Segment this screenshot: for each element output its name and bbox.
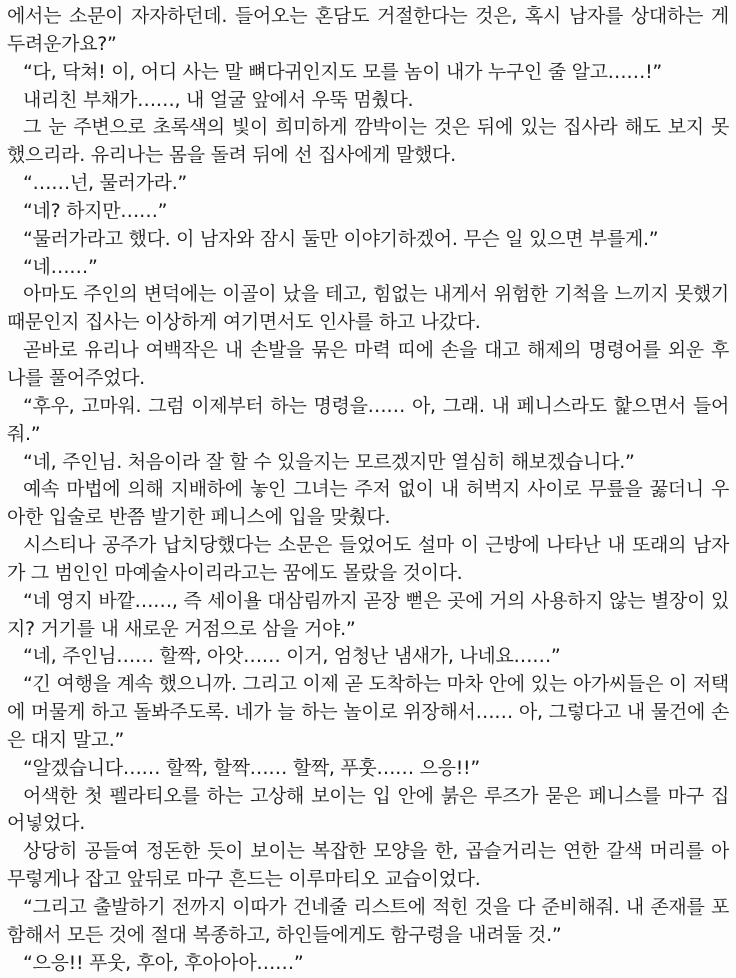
paragraph: 예속 마법에 의해 지배하에 놓인 그녀는 주저 없이 내 허벅지 사이로 무릎을 꿇더니 우아한 입술로 반쯤 발기한 페니스에 입을 맞췄다. xyxy=(7,478,729,529)
paragraph: “네, 주인님. 처음이라 잘 할 수 있을지는 모르겠지만 열심히 해보겠습니다.” xyxy=(23,450,635,473)
paragraph: 시스티나 공주가 납치당했다는 소문은 들었어도 설마 이 근방에 나타난 내 또래의 남자가 그 범인인 마예술사이리라고는 꿈에도 몰랐을 것이다. xyxy=(7,534,729,584)
paragraph: 그 눈 주변으로 초록색의 빛이 희미하게 깜박이는 것은 뒤에 있는 집사라 해도 보지 못했으리라. 유리나는 몸을 돌려 뒤에 선 집사에게 말했다. xyxy=(7,116,729,167)
paragraph: 에서는 소문이 자자하던데. 들어오는 혼담도 거절한다는 것은, 혹시 남자를 상대하는 게 두려운가요?” xyxy=(7,5,729,55)
paragraph: “후우, 고마워. 그럼 이제부터 하는 명령을…… 아, 그래. 내 페니스라도 핥으면서 들어줘.” xyxy=(7,394,729,445)
paragraph: “으응!! 푸웃, 후아, 후아아아……” xyxy=(23,951,304,974)
paragraph: “물러가라고 했다. 이 남자와 잠시 둘만 이야기하겠어. 무슨 일 있으면 부를게.” xyxy=(23,227,659,250)
paragraph: 상당히 공들여 정돈한 듯이 보이는 복잡한 모양을 한, 곱슬거리는 연한 갈색 머리를 아무렇게나 잡고 앞뒤로 마구 흔드는 이루마티오 교습이었다. xyxy=(7,840,729,891)
paragraph: “긴 여행을 계속 했으니까. 그리고 이제 곧 도착하는 마차 안에 있는 아가씨들은 이 저택에 머물게 하고 돌봐주도록. 네가 늘 하는 놀이로 위장해서…… 아, 그렇다고 내 물건에 손은 대지 말고.” xyxy=(7,673,729,751)
paragraph: “네……” xyxy=(23,255,98,278)
paragraph: “알겠습니다…… 할짝, 할짝…… 할짝, 푸훗…… 으응!!” xyxy=(23,756,480,779)
paragraph: 곧바로 유리나 여백작은 내 손발을 묶은 마력 띠에 손을 대고 해제의 명령어를 외운 후 나를 풀어주었다. xyxy=(7,339,729,389)
paragraph: 아마도 주인의 변덕에는 이골이 났을 테고, 힘없는 내게서 위험한 기척을 느끼지 못했기 때문인지 집사는 이상하게 여기면서도 인사를 하고 나갔다. xyxy=(7,283,729,334)
text-body xyxy=(7,3,729,978)
paragraph: “네 영지 바깥……, 즉 세이욜 대삼림까지 곧장 뻗은 곳에 거의 사용하지 않는 별장이 있지? 거기를 내 새로운 거점으로 삼을 거야.” xyxy=(7,589,729,640)
paragraph: “……넌, 물러가라.” xyxy=(23,172,187,195)
paragraph: “다, 닥쳐! 이, 어디 사는 말 뼈다귀인지도 모를 놈이 내가 누구인 줄 알고……!” xyxy=(23,60,662,83)
paragraph: “그리고 출발하기 전까지 이따가 건네줄 리스트에 적힌 것을 다 준비해줘. 내 존재를 포함해서 모든 것에 절대 복종하고, 하인들에게도 함구령을 내려둘 것.” xyxy=(7,896,729,946)
paragraph: “네, 주인님…… 할짝, 아앗…… 이거, 엄청난 냄새가, 나네요……” xyxy=(23,645,561,668)
paragraph: 어색한 첫 펠라티오를 하는 고상해 보이는 입 안에 붉은 루즈가 묻은 페니스를 마구 집어넣었다. xyxy=(7,784,729,835)
paragraph: 내리친 부채가……, 내 얼굴 앞에서 우뚝 멈췄다. xyxy=(23,88,414,111)
paragraph: “네? 하지만……” xyxy=(23,199,168,222)
